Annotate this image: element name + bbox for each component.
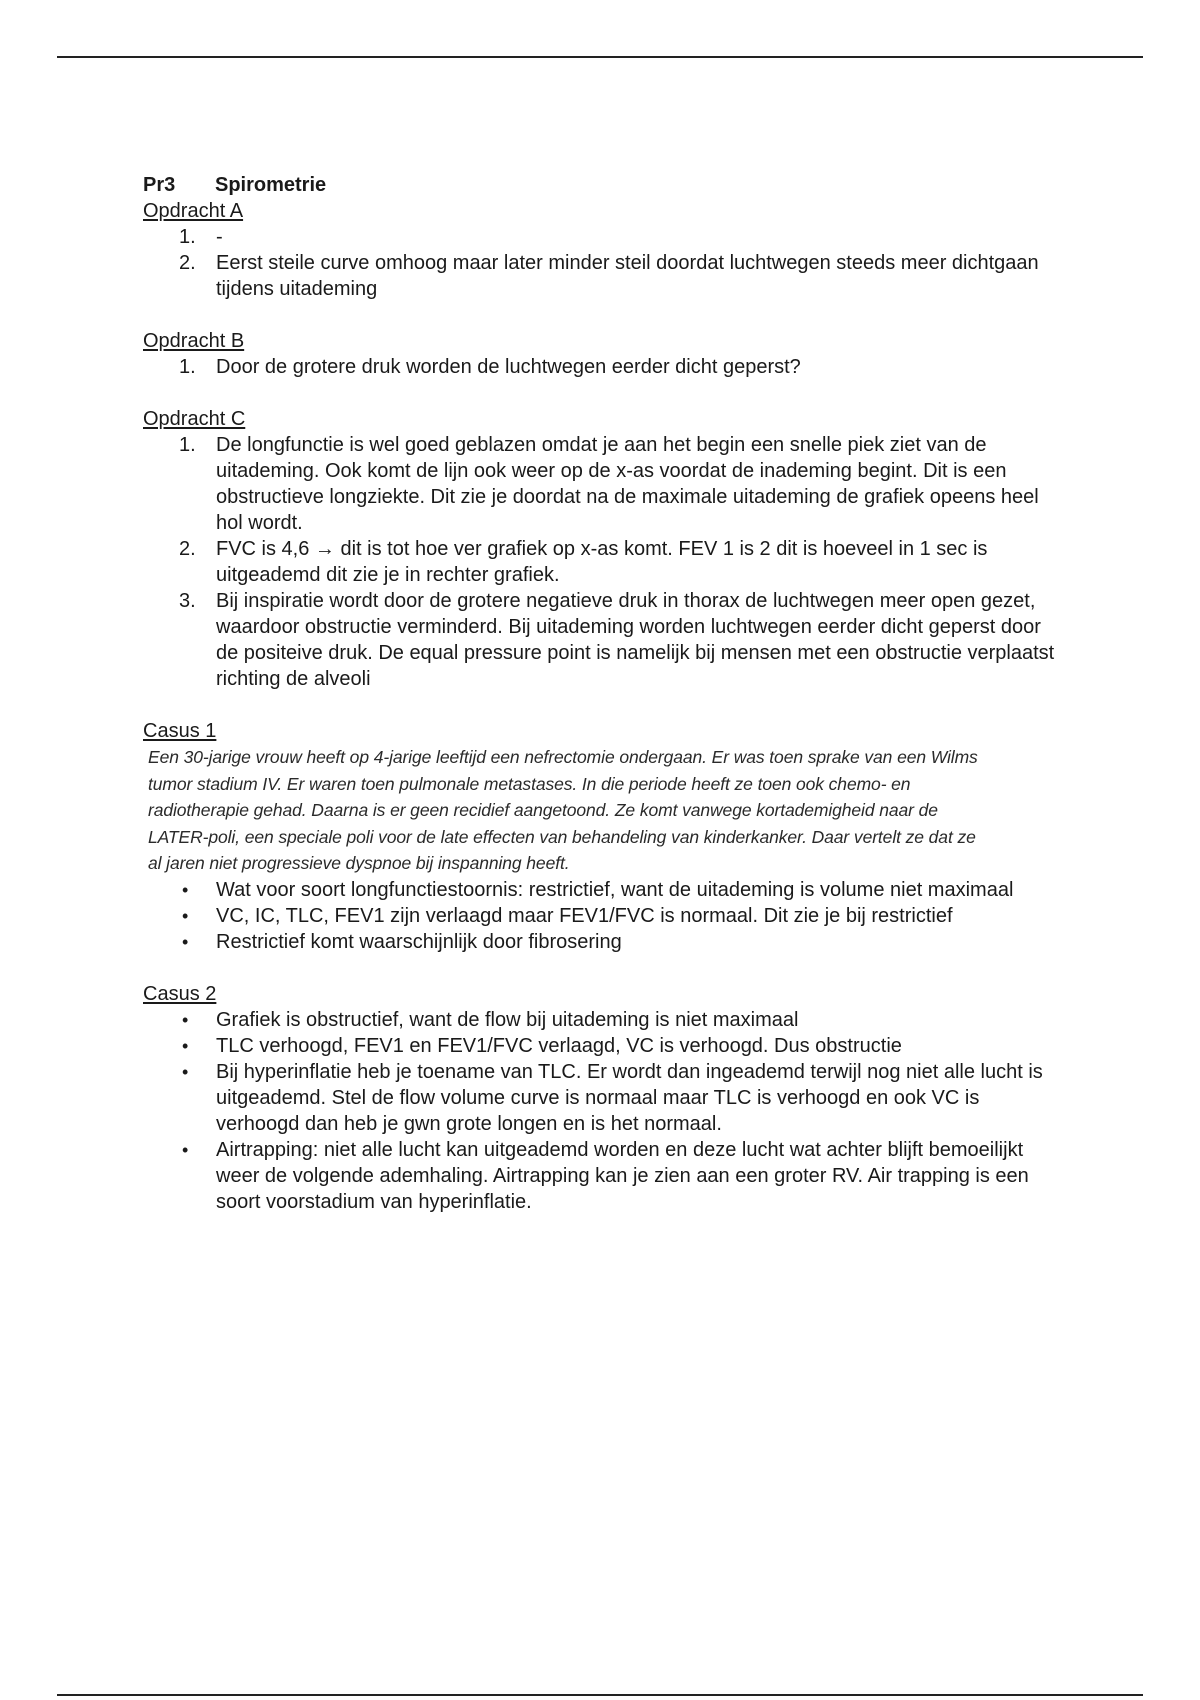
list-item-text: VC, IC, TLC, FEV1 zijn verlaagd maar FEV1/FVC is normaal. Dit zie je bij restrictief [216, 904, 953, 927]
list-marker: 3. [179, 590, 196, 612]
list-item-text: - [216, 226, 223, 248]
bullet-marker: • [182, 1139, 189, 1160]
bullet-marker: • [182, 879, 189, 900]
list-item [143, 1137, 1063, 1215]
list-item-text: Bij inspiratie wordt door de grotere negatieve druk in thorax de luchtwegen meer open gezet, waardoor obstructie verminderd. Bij uitademing worden luchtwegen eerder dicht geperst door de positeive druk. De equal pressure point is namelijk bij mensen met een obstructie verplaatst richting de alveoli [216, 590, 1055, 690]
casus-1-heading: Casus 1 [143, 720, 217, 742]
footer-rule [57, 1694, 1143, 1696]
casus-1-case-text: Een 30-jarige vrouw heeft op 4-jarige leeftijd een nefrectomie ondergaan. Er was toen sprake van een Wilms tumor stadium IV. Er waren toen pulmonale metastases. In die periode heeft ze toen ook chemo- en radiotherapie gehad. Daarna is er geen recidief aangetoond. Ze komt vanwege kortademigheid naar de LATER-poli, een speciale poli voor de late effecten van behandeling van kinderkanker. Daar vertelt ze dat ze al jaren niet progressieve dyspnoe bij inspanning heeft. [148, 747, 978, 873]
opdracht-a-list [143, 224, 1063, 302]
title-number: Pr3 [143, 174, 176, 196]
casus-2-heading: Casus 2 [143, 982, 217, 1005]
title-text: Spirometrie [215, 174, 327, 196]
list-item [143, 929, 1063, 955]
list-item [143, 588, 1063, 692]
list-item-text: FVC is 4,6 → dit is tot hoe ver grafiek op x-as komt. FEV 1 is 2 dit is hoeveel in 1 sec is uitgeademd dit zie je in rechter grafiek. [216, 538, 988, 586]
list-item [143, 432, 1063, 536]
list-item-text: Grafiek is obstructief, want de flow bij uitademing is niet maximaal [216, 1008, 799, 1031]
list-item [143, 1059, 1063, 1137]
list-item-text: De longfunctie is wel goed geblazen omdat je aan het begin een snelle piek ziet van de uitademing. Ook komt de lijn ook weer op de x-as voordat de inademing begint. Dit is een obstructieve longziekte. Dit zie je doordat na de maximale uitademing de grafiek opeens heel hol wordt. [216, 434, 1039, 534]
list-item [143, 354, 1063, 380]
list-item-text: Airtrapping: niet alle lucht kan uitgeademd worden en deze lucht wat achter blijft bemoeilijkt weer de volgende ademhaling. Airtrapping kan je zien aan een groter RV. Air trapping is een soort voorstadium van hyperinflatie. [216, 1138, 1029, 1213]
list-item-text: TLC verhoogd, FEV1 en FEV1/FVC verlaagd, VC is verhoogd. Dus obstructie [216, 1034, 902, 1057]
list-marker: 1. [179, 226, 196, 248]
list-item [143, 1007, 1063, 1033]
opdracht-c-list [143, 432, 1063, 692]
list-item-text: Bij hyperinflatie heb je toename van TLC. Er wordt dan ingeademd terwijl nog niet alle lucht is uitgeademd. Stel de flow volume curve is normaal maar TLC is verhoogd en ook VC is verhoogd dan heb je gwn grote longen en is het normaal. [216, 1060, 1043, 1135]
bullet-marker: • [182, 1061, 189, 1082]
list-item [143, 1033, 1063, 1059]
list-item [143, 903, 1063, 929]
casus-1-list [143, 877, 1063, 955]
opdracht-b-list [143, 354, 1063, 380]
document-body [143, 172, 1063, 1215]
bullet-marker: • [182, 1035, 189, 1056]
list-item [143, 536, 1063, 588]
list-item [143, 877, 1063, 903]
page-title [143, 172, 1063, 198]
list-item-text: Restrictief komt waarschijnlijk door fibrosering [216, 930, 622, 953]
bullet-marker: • [182, 905, 189, 926]
list-marker: 1. [179, 356, 196, 378]
bullet-marker: • [182, 1009, 189, 1030]
list-marker: 1. [179, 434, 196, 456]
list-item [143, 250, 1063, 302]
list-marker: 2. [179, 538, 196, 560]
list-item-text: Eerst steile curve omhoog maar later minder steil doordat luchtwegen steeds meer dichtgaan tijdens uitademing [216, 252, 1039, 300]
opdracht-b-heading: Opdracht B [143, 330, 245, 352]
opdracht-a-heading: Opdracht A [143, 200, 244, 222]
list-item-text: Wat voor soort longfunctiestoornis: restrictief, want de uitademing is volume niet maximaal [216, 878, 1014, 901]
list-marker: 2. [179, 252, 196, 274]
header-rule [57, 56, 1143, 58]
bullet-marker: • [182, 931, 189, 952]
casus-2-list [143, 1007, 1063, 1215]
list-item-text: Door de grotere druk worden de luchtwegen eerder dicht geperst? [216, 356, 801, 378]
opdracht-c-heading: Opdracht C [143, 408, 246, 430]
list-item [143, 224, 1063, 250]
